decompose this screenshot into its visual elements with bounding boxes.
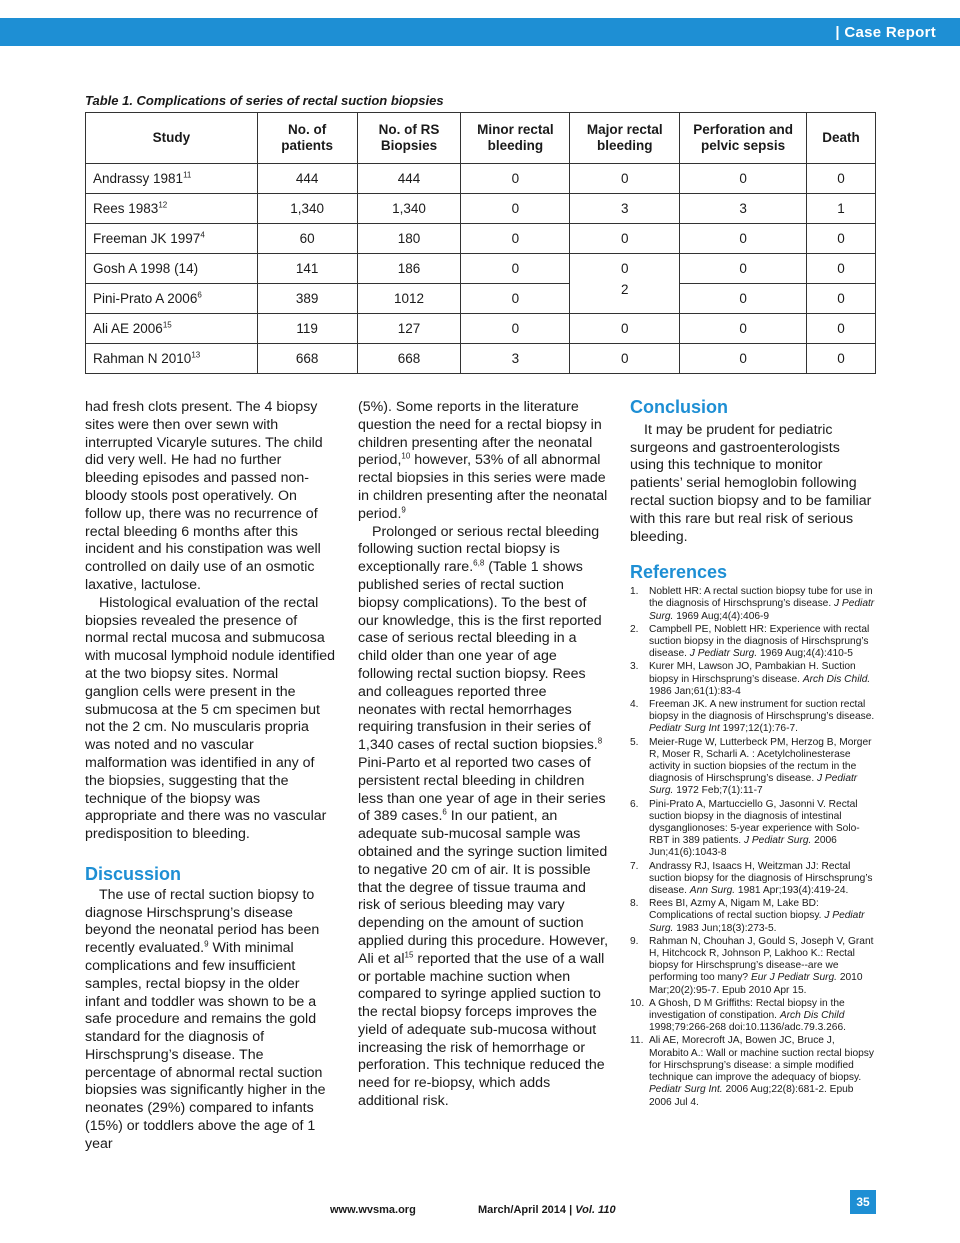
cell-patients: 389 <box>257 284 357 314</box>
cell-perforation: 3 <box>680 194 807 224</box>
cell-study: Pini-Prato A 2006$^6$ <box>86 284 258 314</box>
cell-death: 0 <box>807 284 876 314</box>
table-row <box>86 224 876 254</box>
paragraph: The use of rectal suction biopsy to diagnose Hirschsprung’s disease beyond the neonatal period has been recently evaluated.$^9$ With minimal complications and few insufficient samples, rectal biopsy in the older infant and toddler was shown to be a safe procedure and remains the gold standard for the diagnosis of Hirschsprung’s disease. The percentage of abnormal rectal suction biopsies was significantly higher in the neonates (29%) compared to infants (15%) or toddlers above the age of 1 year <box>85 886 326 1152</box>
cell-death: 0 <box>807 254 876 284</box>
cell-major: 3 <box>570 194 680 224</box>
cell-death: 0 <box>807 164 876 194</box>
cell-biopsies: 127 <box>357 314 461 344</box>
cell-patients: 1,340 <box>257 194 357 224</box>
cell-minor: 0 <box>461 284 570 314</box>
column-3 <box>630 399 876 1110</box>
cell-death: 1 <box>807 194 876 224</box>
cell-biopsies: 444 <box>357 164 461 194</box>
section-label: | Case Report <box>835 24 936 41</box>
reference-item: 4. Freeman JK. A new instrument for suction rectal biopsy in the diagnosis of Hirschsprung’s disease. Pediatr Surg Int 1997;12(1):76-7. <box>630 699 875 735</box>
cell-study: Rees 1983$^{12}$ <box>86 194 258 224</box>
cell-perforation: 0 <box>680 284 807 314</box>
paragraph: Histological evaluation of the rectal biopsies revealed the presence of normal rectal mucosa and submucosa with mucosal lymphoid nodule identified at the two biopsy sites. Normal ganglion cells were present in the submucosa at the 5 cm specimen but not the 2 cm. No muscularis propria was noted and no vascular malformation was identified in any of the biopsies, suggesting that the technique of the biopsy was appropriate and there was no vascular predisposition to bleeding. <box>85 594 335 843</box>
cell-study: Ali AE 2006$^{15}$ <box>86 314 258 344</box>
cell-death: 0 <box>807 224 876 254</box>
table-row <box>86 194 876 224</box>
table-caption: Table 1. Complications of series of rectal suction biopsies <box>85 93 444 108</box>
page-number: 35 <box>850 1190 876 1214</box>
cell-study: Rahman N 2010$^{13}$ <box>86 344 258 374</box>
table-row <box>86 284 876 314</box>
cell-biopsies: 1,340 <box>357 194 461 224</box>
reference-item: 8. Rees BI, Azmy A, Nigam M, Lake BD: Complications of rectal suction biopsy. J Pediatr Surg. 1983 Jun;18(3):273-5. <box>630 898 865 934</box>
reference-item: 5. Meier-Ruge W, Lutterbeck PM, Herzog B, Morger R, Moser R, Scharli A. : Acetylcholinesterase activity in suction biopsies of the rectum in the diagnosis of Hirschsprung’s disease. J Pediatr Surg. 1972 Feb;7(1):11-7 <box>630 736 872 797</box>
cell-major: 0 <box>570 254 680 284</box>
paragraph: It may be prudent for pediatric surgeons and gastroenterologists using this technique to monitor patients’ serial hemoglobin following rectal suction biopsy and to be familiar with this rare but real risk of serious bleeding. <box>630 421 872 545</box>
cell-study: Andrassy 1981$^{11}$ <box>86 164 258 194</box>
cell-biopsies: 1012 <box>357 284 461 314</box>
table-row <box>86 314 876 344</box>
cell-perforation: 0 <box>680 164 807 194</box>
table-row <box>86 164 876 194</box>
column-2 <box>358 399 608 1111</box>
cell-biopsies: 668 <box>357 344 461 374</box>
cell-patients: 141 <box>257 254 357 284</box>
cell-death: 0 <box>807 344 876 374</box>
paragraph: Prolonged or serious rectal bleeding following suction rectal biopsy is exceptionally rare.$^{6,8}$ (Table 1 shows published series of rectal suction biopsy complications). To the best of our knowledge, this is the first reported case of serious rectal bleeding in a child older than one year of age following rectal suction biopsy. Rees and colleagues reported three neonates with rectal hemorrhages requiring transfusion in their series of 1,340 cases of rectal suction biopsies.$^8$ Pini-Parto et al reported two cases of persistent rectal bleeding in children less than one year of age in their series of 389 cases.$^6$ In our patient, an adequate sub-mucosal sample was obtained and the syringe suction limited to negative 20 cm of air. It is possible that the degree of tissue trauma and risk of serious bleeding may vary depending on the amount of suction applied during this procedure. However, Ali et $al^{15}$ reported that the use of a wall or portable machine suction when compared to syringe applied suction to the rectal biopsy forceps improves the yield of adequate sub-mucosa without increasing the risk of hemorrhage or perforation. This technique reduced the need for re-biopsy, which adds additional risk. <box>358 523 609 1110</box>
header-bar <box>0 18 960 46</box>
references-list <box>630 586 876 1109</box>
cell-minor: 0 <box>461 314 570 344</box>
footer-issue: March/April 2014 | Vol. 110 <box>478 1204 616 1216</box>
header-death: Death <box>807 113 876 164</box>
cell-study: Gosh A 1998 (14) <box>86 254 258 284</box>
references-heading: References <box>630 562 728 583</box>
cell-perforation: 0 <box>680 254 807 284</box>
reference-item: 7. Andrassy RJ, Isaacs H, Weitzman JJ: Rectal suction biopsy for the diagnosis of Hirschsprung’s disease. Ann Surg. 1981 Apr;193(4):419-24. <box>630 860 873 897</box>
column-1 <box>85 399 335 1154</box>
cell-major: 2 <box>570 284 680 314</box>
reference-item: 1. Noblett HR: A rectal suction biopsy tube for use in the diagnosis of Hirschsprung’s disease. J Pediatr Surg. 1969 Aug;4(4):406-9 <box>630 586 875 622</box>
cell-major: 0 <box>570 224 680 254</box>
cell-study: Freeman JK 1997$^4$ <box>86 224 258 254</box>
cell-minor: 0 <box>461 254 570 284</box>
reference-item: 11. Ali AE, Morecroft JA, Bowen JC, Bruce J, Morabito A.: Wall or machine suction rectal biopsy for Hirschsprung’s disease: a simple modified technique can improve the adequacy of biopsy. Pediatr Surg Int. 2006 Aug;22(8):681-2. Epub 2006 Jul 4. <box>630 1035 874 1108</box>
table-header-row <box>86 113 876 164</box>
table-row <box>86 254 876 284</box>
complications-table <box>85 112 876 374</box>
reference-item: 3. Kurer MH, Lawson JO, Pambakian H. Suction biopsy in Hirschsprung’s disease. Arch Dis Child. 1986 Jan;61(1):83-4 <box>630 661 871 697</box>
table-row <box>86 344 876 374</box>
cell-major: 0 <box>570 164 680 194</box>
header-perforation: Perforation and pelvic sepsis <box>680 113 807 164</box>
header-major: Major rectal bleeding <box>570 113 680 164</box>
cell-minor: 0 <box>461 224 570 254</box>
cell-patients: 119 <box>257 314 357 344</box>
cell-perforation: 0 <box>680 344 807 374</box>
reference-item: 10. A Ghosh, D M Griffiths: Rectal biopsy in the investigation of constipation. Arch Dis Child 1998;79:266-268 doi:10.1136/adc.79.3.266. <box>630 997 846 1034</box>
paragraph: (5%). Some reports in the literature question the need for a rectal biopsy in children presenting after the neonatal period,$^{10}$ however, 53% of all abnormal rectal biopsies in this series were made in children presenting after the neonatal period.$^9$ <box>358 399 608 522</box>
reference-item: 6. Pini-Prato A, Martucciello G, Jasonni V. Rectal suction biopsy in the diagnosis of intestinal dysganglionoses: 5-year experience with Solo-RBT in 389 patients. J Pediatr Surg. 2006 Jun;41(6):1043-8 <box>630 798 860 859</box>
cell-patients: 668 <box>257 344 357 374</box>
reference-item: 9. Rahman N, Chouhan J, Gould S, Joseph V, Grant H, Hitchcock R, Johnson P, Lakhoo K.: Rectal biopsy for Hirschsprung’s disease--are we performing too many? Eur J Pediatr Surg. 2010 Mar;20(2):95-7. Epub 2010 Apr 15. <box>630 935 874 996</box>
footer-website: www.wvsma.org <box>330 1204 416 1216</box>
header-biopsies: No. of RS Biopsies <box>357 113 461 164</box>
cell-minor: 3 <box>461 344 570 374</box>
cell-major: 0 <box>570 314 680 344</box>
cell-minor: 0 <box>461 164 570 194</box>
header-patients: No. of patients <box>257 113 357 164</box>
reference-item: 2. Campbell PE, Noblett HR: Experience with rectal suction biopsy in the diagnosis of Hirschsprung’s disease. J Pediatr Surg. 1969 Aug;4(4):410-5 <box>630 623 870 660</box>
header-minor: Minor rectal bleeding <box>461 113 570 164</box>
conclusion-heading: Conclusion <box>630 397 728 417</box>
cell-perforation: 0 <box>680 314 807 344</box>
header-study: Study <box>86 113 258 164</box>
cell-patients: 60 <box>257 224 357 254</box>
cell-patients: 444 <box>257 164 357 194</box>
cell-perforation: 0 <box>680 224 807 254</box>
cell-biopsies: 180 <box>357 224 461 254</box>
discussion-heading: Discussion <box>85 863 182 884</box>
cell-major: 0 <box>570 344 680 374</box>
paragraph: had fresh clots present. The 4 biopsy sites were then over sewn with interrupted Vicaryle sutures. The child did very well. He had no further bleeding episodes and passed non-bloody stools post operatively. On follow up, there was no recurrence of rectal bleeding 6 months after this incident and his constipation was well controlled on daily use of an osmotic laxative, lactulose. <box>85 399 323 593</box>
cell-death: 0 <box>807 314 876 344</box>
cell-minor: 0 <box>461 194 570 224</box>
cell-biopsies: 186 <box>357 254 461 284</box>
